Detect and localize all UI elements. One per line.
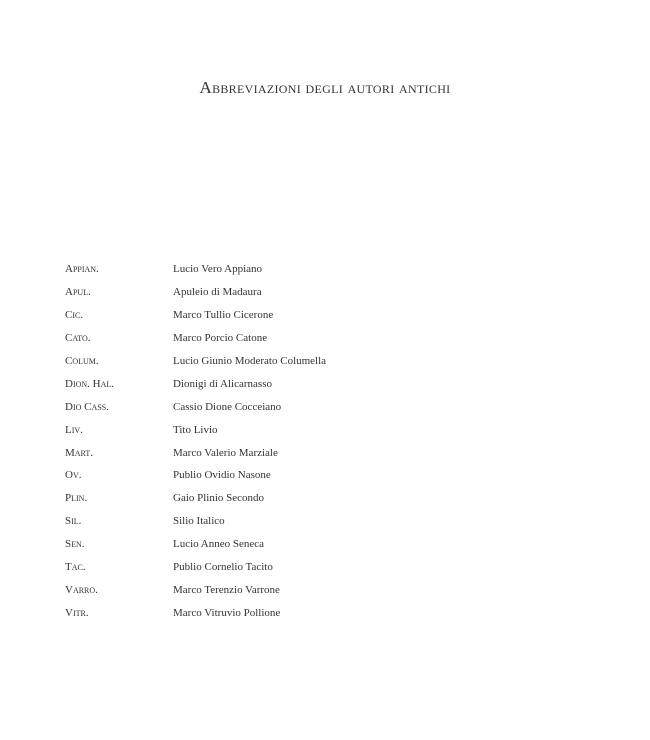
author-name: Dionigi di Alicarnasso <box>173 377 272 390</box>
author-name: Lucio Anneo Seneca <box>173 538 265 551</box>
author-name: Publio Cornelio Tacito <box>173 561 273 574</box>
abbreviation: Sen. <box>65 538 85 551</box>
list-item <box>65 464 585 487</box>
abbreviation: Mart. <box>65 446 94 459</box>
abbreviation: Tac. <box>65 561 86 574</box>
abbreviation: Colum. <box>65 355 99 367</box>
author-name: Apuleio di Madaura <box>173 286 262 299</box>
abbreviation: Dion. Hal. <box>65 377 115 390</box>
list-item <box>65 510 585 533</box>
list-item <box>65 441 585 464</box>
author-name: Marco Terenzio Varrone <box>173 583 280 596</box>
abbreviation: Cic. <box>65 309 84 322</box>
abbreviation: Plin. <box>65 492 88 505</box>
abbreviation-list <box>65 258 585 624</box>
author-name: Silio Italico <box>173 515 225 528</box>
abbreviation: Ov. <box>65 469 82 482</box>
author-name: Tito Livio <box>173 423 218 436</box>
list-item <box>65 556 585 579</box>
list-item <box>65 418 585 441</box>
author-name: Publio Ovidio Nasone <box>173 469 271 482</box>
list-item <box>65 395 585 418</box>
list-item <box>65 601 585 624</box>
list-item <box>65 533 585 556</box>
abbreviation: Apul. <box>65 286 91 299</box>
abbreviation: Vitr. <box>65 606 89 619</box>
abbreviation: Cato. <box>65 332 91 345</box>
list-item <box>65 350 585 373</box>
author-name: Marco Vitruvio Pollione <box>173 606 281 619</box>
abbreviation: Appian. <box>65 263 99 276</box>
page-title: Abbreviazioni degli autori antichi <box>199 78 451 97</box>
list-item <box>65 327 585 350</box>
list-item <box>65 281 585 304</box>
abbreviation: Liv. <box>65 423 83 436</box>
list-item <box>65 578 585 601</box>
abbreviation: Dio Cass. <box>65 400 109 413</box>
author-name: Marco Porcio Catone <box>173 332 268 345</box>
abbreviation: Sil. <box>65 515 82 528</box>
author-name: Lucio Vero Appiano <box>173 263 263 276</box>
list-item <box>65 304 585 327</box>
author-name: Marco Tullio Cicerone <box>173 309 274 322</box>
abbreviation: Varro. <box>65 583 98 596</box>
author-name: Lucio Giunio Moderato Columella <box>173 355 327 367</box>
list-item <box>65 258 585 281</box>
author-name: Gaio Plinio Secondo <box>173 492 265 505</box>
author-name: Cassio Dione Cocceiano <box>173 400 282 413</box>
list-item <box>65 372 585 395</box>
author-name: Marco Valerio Marziale <box>173 446 278 459</box>
list-item <box>65 487 585 510</box>
